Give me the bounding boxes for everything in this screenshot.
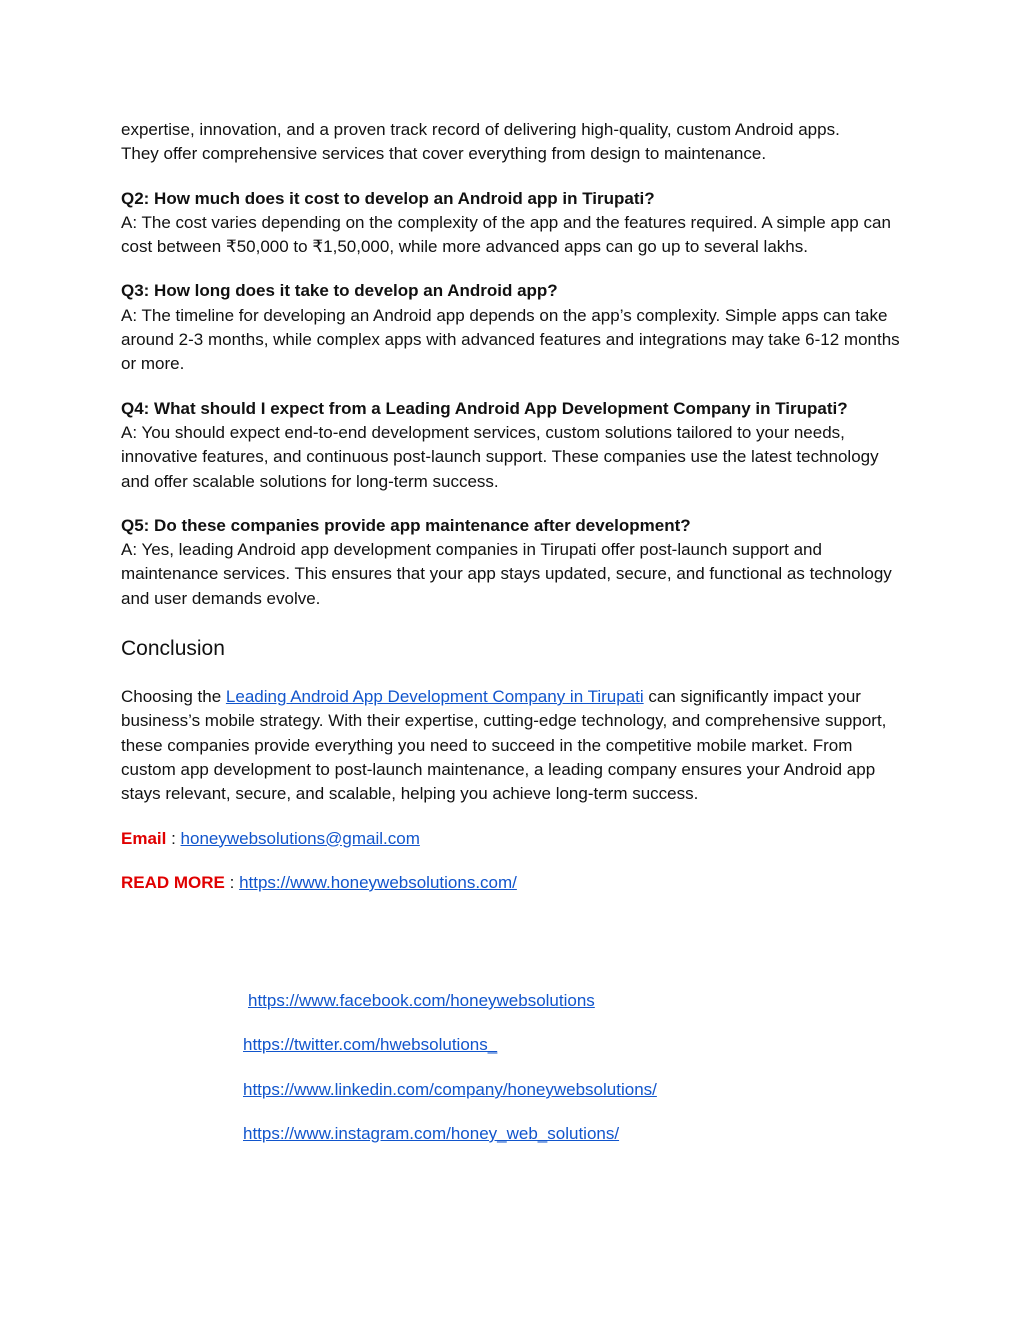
facebook-link[interactable]: https://www.facebook.com/honeywebsolutions: [248, 991, 595, 1010]
email-line: [121, 827, 911, 851]
email-separator: :: [166, 828, 181, 848]
website-link[interactable]: https://www.honeywebsolutions.com/: [239, 872, 517, 892]
email-label: Email: [121, 828, 167, 848]
linkedin-line: [243, 1078, 657, 1102]
readmore-line: [121, 871, 911, 895]
email-link[interactable]: honeywebsolutions@gmail.com: [180, 828, 420, 848]
twitter-link[interactable]: https://twitter.com/hwebsolutions_: [243, 1035, 498, 1054]
readmore-separator: :: [224, 872, 240, 892]
readmore-label: READ MORE: [121, 872, 225, 892]
instagram-link[interactable]: https://www.instagram.com/honey_web_solutions/: [243, 1124, 620, 1143]
faq-question: Q5: Do these companies provide app maintenance after development?: [121, 515, 691, 535]
linkedin-link[interactable]: https://www.linkedin.com/company/honeywebsolutions/: [243, 1080, 657, 1099]
faq-question: Q3: How long does it take to develop an Android app?: [121, 281, 558, 301]
instagram-line: [243, 1122, 619, 1146]
twitter-line: [243, 1033, 497, 1057]
faq-item-q3: [121, 279, 911, 376]
intro-line-2: They offer comprehensive services that cover everything from design to maintenance.: [121, 144, 767, 164]
faq-answer: A: The cost varies depending on the complexity of the app and the features required. A simple app can cost between ₹50,000 to ₹1,50,000, while more advanced apps can go up to several lakhs.: [121, 212, 891, 257]
intro-line-1: expertise, innovation, and a proven track record of delivering high-quality, custom Android apps.: [121, 120, 840, 139]
faq-question: Q4: What should I expect from a Leading Android App Development Company in Tirupati?: [121, 398, 848, 418]
conclusion-paragraph: [121, 685, 911, 806]
faq-answer: A: Yes, leading Android app development companies in Tirupati offer post-launch support and maintenance services. This ensures that your app stays updated, secure, and functional as technology and user demands evolve.: [121, 540, 892, 608]
conclusion-heading: Conclusion: [121, 637, 225, 661]
company-link[interactable]: Leading Android App Development Company in Tirupati: [225, 687, 644, 707]
faq-item-q5: [121, 514, 911, 611]
faq-item-q4: [121, 397, 911, 494]
faq-question: Q2: How much does it cost to develop an Android app in Tirupati?: [121, 188, 655, 208]
document-page: [121, 118, 911, 895]
facebook-line: [248, 989, 595, 1013]
faq-answer: A: You should expect end-to-end development services, custom solutions tailored to your needs, innovative features, and continuous post-launch support. These companies use the latest technology and offer scalable solutions for long-term success.: [121, 422, 879, 491]
intro-paragraph: [121, 118, 911, 167]
conclusion-prefix: Choosing the: [121, 687, 226, 707]
conclusion-text: can significantly impact your business’s mobile strategy. With their expertise, cutting-edge technology, and comprehensive support, these companies provide everything you need to succeed in the competitive mobile market. From custom app development to post-launch maintenance, a leading company ensures your Android app stays relevant, secure, and scalable, helping you achieve long-term success.: [121, 687, 887, 804]
faq-answer: A: The timeline for developing an Android app depends on the app’s complexity. Simple apps can take around 2-3 months, while complex apps with advanced features and integrations may take 6-12 months or more.: [121, 305, 900, 374]
faq-item-q2: [121, 187, 911, 260]
